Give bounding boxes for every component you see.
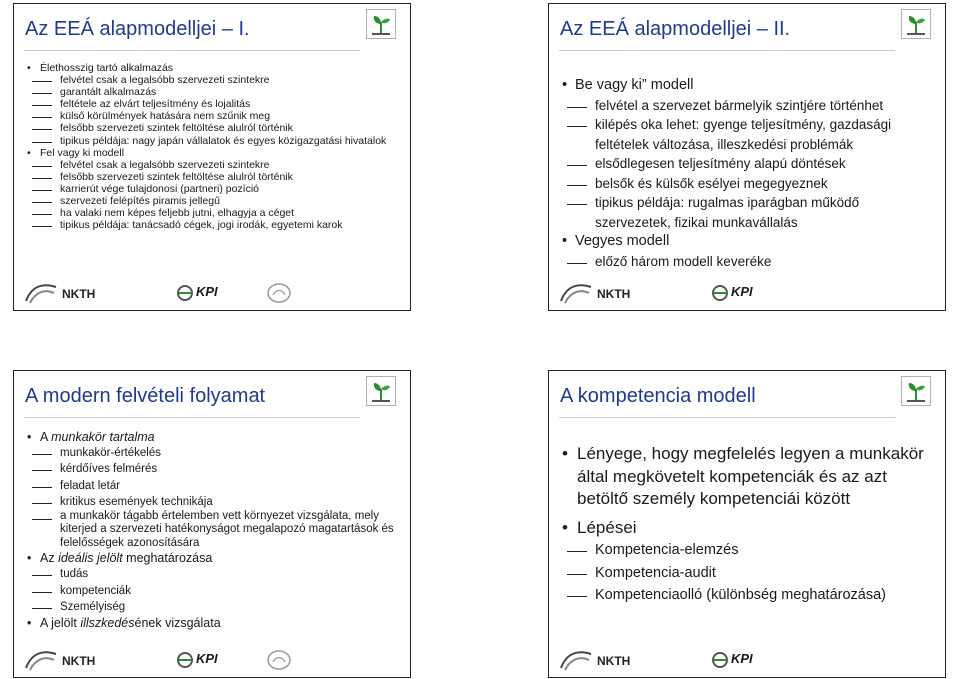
list-item: feltétele az elvárt teljesítmény és lojalitás (26, 98, 402, 110)
list-item: Kompetencia-elemzés (561, 539, 937, 562)
title-divider (24, 417, 360, 418)
list-item: felvétel csak a legalsóbb szervezeti szintekre (26, 159, 402, 171)
list-item: • Lényege, hogy megfelelés legyen a munkakör által megkövetelt kompetenciák és az azt betöltő személy kompetenciái között (561, 443, 937, 511)
list-item: kérdőíves felmérés (26, 461, 402, 477)
list-item: külső körülmények hatására nem szűnik meg (26, 110, 402, 122)
list-item: Kompetencia-audit (561, 562, 937, 585)
slide-title: Az EEÁ alapmodelljei – I. (25, 18, 250, 40)
slide-footer (14, 645, 410, 677)
list-item: kritikus események technikája (26, 494, 402, 510)
list-item: karrierút vége tulajdonosi (partneri) pozíció (26, 183, 402, 195)
item-text: ének vizsgálata (134, 616, 221, 631)
item-text: meghatározása (122, 551, 213, 566)
list-item: belsők és külsők esélyei megegyeznek (561, 174, 937, 194)
kpi-swoosh-icon (176, 651, 196, 669)
kpi-logo (176, 651, 236, 669)
slide-title: Az EEÁ alapmodelljei – II. (560, 18, 791, 40)
kpi-logo (176, 284, 236, 302)
item-text: A (40, 430, 52, 444)
item-emphasis: munkakör tartalma (51, 430, 155, 444)
kpi-label: KPI (196, 651, 218, 666)
kpi-label: KPI (731, 284, 753, 299)
list-item (26, 550, 402, 566)
list-item: tipikus példája: nagy japán vállalatok és egyes közigazgatási hivatalok (26, 135, 402, 147)
kpi-logo (711, 651, 771, 669)
list-item: kompetenciák (26, 583, 402, 599)
slide-title: A kompetencia modell (560, 385, 756, 407)
list-item: előző három modell keveréke (561, 252, 937, 272)
slide-2 (548, 3, 946, 311)
list-item: felsőbb szervezeti szintek feltöltése alulról történik (26, 122, 402, 134)
slide-footer (14, 278, 410, 310)
slide-4 (548, 370, 946, 678)
list-item: Személyiség (26, 599, 402, 615)
slide-footer (549, 278, 945, 310)
list-item (26, 615, 402, 631)
list-item: felvétel a szervezet bármelyik szintjére történhet (561, 96, 937, 116)
nkth-emblem-icon (559, 281, 593, 305)
list-item: kilépés oka lehet: gyenge teljesítmény, gazdasági feltételek változása, illeszkedési problémák (561, 115, 937, 154)
title-divider (559, 50, 895, 51)
list-item: tudás (26, 566, 402, 582)
kpi-swoosh-icon (711, 284, 731, 302)
list-item: • Élethosszig tartó alkalmazás (26, 62, 402, 74)
nkth-logo (24, 648, 134, 674)
kpi-swoosh-icon (176, 284, 196, 302)
item-text: A jelölt (40, 616, 81, 631)
item-text: Az (40, 551, 59, 566)
slide-1 (13, 3, 411, 311)
kpi-label: KPI (731, 651, 753, 666)
slide-body (26, 429, 402, 631)
list-item: munkakör-értékelés (26, 445, 402, 461)
list-item: • Lépései (561, 517, 937, 540)
nkth-label: NKTH (62, 287, 96, 301)
list-item: feladat letár (26, 478, 402, 494)
slide-3 (13, 370, 411, 678)
item-emphasis: ideális jelölt (58, 551, 123, 566)
title-divider (559, 417, 895, 418)
sprout-logo-icon (901, 9, 931, 39)
slide-footer (549, 645, 945, 677)
list-item: a munkakör tágabb értelemben vett környezet vizsgálata, mely kiterjed a szervezeti hatékonyságot megalapozó magatartások és felelősségek azonosítására (26, 510, 402, 550)
nkth-label: NKTH (597, 287, 631, 301)
list-item: • Be vagy ki” modell (561, 76, 937, 96)
list-item (26, 429, 402, 445)
seal-icon (266, 282, 292, 304)
kpi-label: KPI (196, 284, 218, 299)
list-item: • Fel vagy ki modell (26, 147, 402, 159)
kpi-swoosh-icon (711, 651, 731, 669)
nkth-logo (24, 281, 134, 307)
list-item: felsőbb szervezeti szintek feltöltése alulról történik (26, 171, 402, 183)
list-item: tipikus példája: rugalmas iparágban működő szervezetek, fizikai munkavállalás (561, 193, 937, 232)
list-item: felvétel csak a legalsóbb szervezeti szintekre (26, 74, 402, 86)
list-item: elsődlegesen teljesítmény alapú döntések (561, 154, 937, 174)
list-item: • Vegyes modell (561, 232, 937, 252)
kpi-logo (711, 284, 771, 302)
list-item: garantált alkalmazás (26, 86, 402, 98)
nkth-label: NKTH (597, 654, 631, 668)
title-divider (24, 50, 360, 51)
slide-body (561, 76, 937, 271)
sprout-logo-icon (366, 376, 396, 406)
list-item: tipikus példája: tanácsadó cégek, jogi irodák, egyetemi karok (26, 219, 402, 231)
nkth-emblem-icon (559, 648, 593, 672)
sprout-logo-icon (901, 376, 931, 406)
nkth-logo (559, 648, 669, 674)
list-item: ha valaki nem képes feljebb jutni, elhagyja a céget (26, 207, 402, 219)
list-item: szervezeti felépítés piramis jellegű (26, 195, 402, 207)
list-item: Kompetenciaolló (különbség meghatározása) (561, 584, 937, 607)
nkth-emblem-icon (24, 648, 58, 672)
seal-icon (266, 649, 292, 671)
slide-body (26, 62, 402, 231)
item-emphasis: illszkedés (80, 616, 135, 631)
nkth-emblem-icon (24, 281, 58, 305)
slide-title: A modern felvételi folyamat (25, 385, 266, 407)
nkth-logo (559, 281, 669, 307)
slide-body (561, 443, 937, 607)
nkth-label: NKTH (62, 654, 96, 668)
sprout-logo-icon (366, 9, 396, 39)
